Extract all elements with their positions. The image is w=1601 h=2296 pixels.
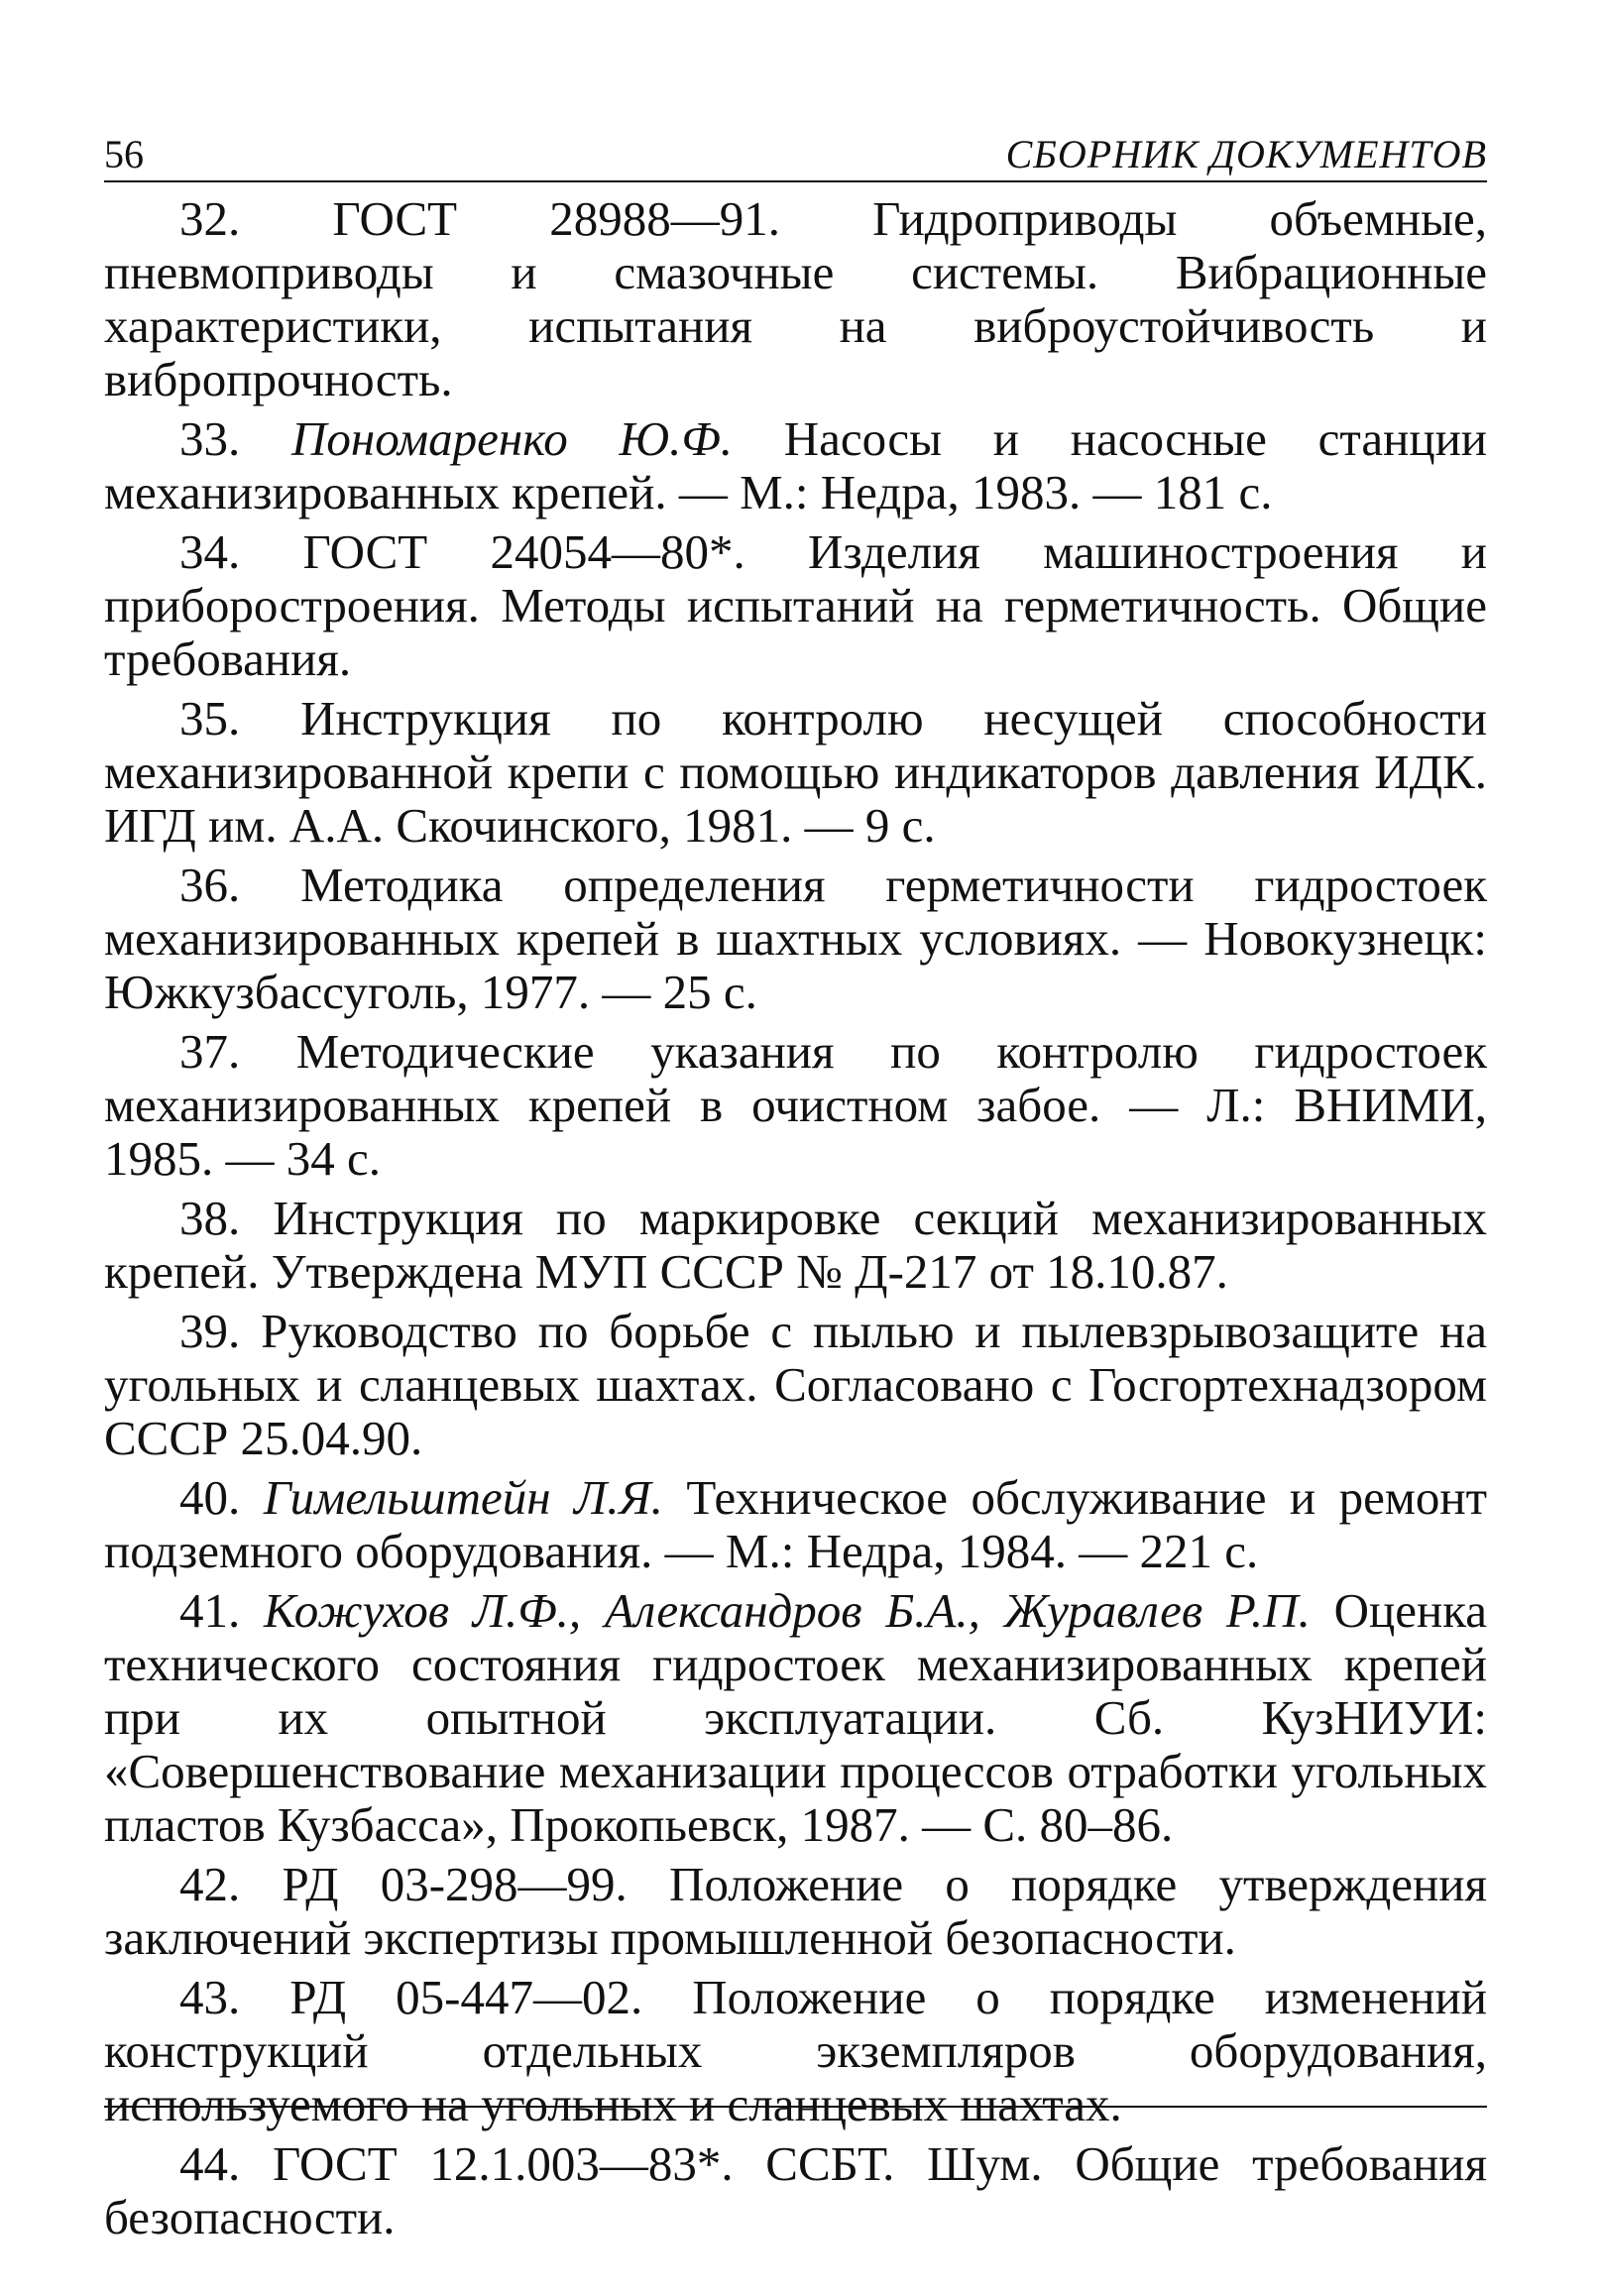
reference-item <box>104 192 1487 406</box>
reference-text: Инструкция по контролю несущей способности механизированной крепи с помощью индикаторов давления ИДК. ИГД им. А.А. Скочинского, 1981. — 9 с. <box>104 691 1487 853</box>
reference-item <box>104 859 1487 1019</box>
reference-item <box>104 525 1487 686</box>
reference-item <box>104 1025 1487 1186</box>
reference-number: 41. <box>179 1583 241 1638</box>
running-title: СБОРНИК ДОКУМЕНТОВ <box>1005 132 1487 176</box>
reference-item <box>104 1305 1487 1465</box>
reference-item <box>104 412 1487 519</box>
reference-text: Инструкция по маркировке секций механизированных крепей. Утверждена МУП СССР № Д-217 от 18.10.87. <box>104 1191 1487 1299</box>
reference-list <box>104 192 1487 2244</box>
reference-item <box>104 692 1487 853</box>
reference-item <box>104 1584 1487 1852</box>
reference-number: 33. <box>179 411 241 466</box>
reference-number: 32. <box>179 191 241 246</box>
reference-text: ГОСТ 24054—80*. Изделия машиностроения и приборостроения. Методы испытаний на герметичность. Общие требования. <box>104 524 1487 686</box>
reference-text: РД 03-298—99. Положение о порядке утверждения заключений экспертизы промышленной безопасности. <box>104 1857 1487 1965</box>
reference-text: Методические указания по контролю гидростоек механизированных крепей в очистном забое. — Л.: ВНИМИ, 1985. — 34 с. <box>104 1024 1487 1186</box>
reference-number: 43. <box>179 1970 241 2024</box>
reference-text: Руководство по борьбе с пылью и пылевзрывозащите на угольных и сланцевых шахтах. Согласовано с Госгортехнадзором СССР 25.04.90. <box>104 1304 1487 1465</box>
reference-item <box>104 2137 1487 2244</box>
reference-number: 44. <box>179 2136 241 2191</box>
reference-author: Гимельштейн Л.Я. <box>263 1470 663 1525</box>
reference-author: Кожухов Л.Ф., Александров Б.А., Журавлев Р.П. <box>264 1583 1311 1638</box>
reference-number: 38. <box>179 1191 241 1245</box>
reference-text: ГОСТ 12.1.003—83*. ССБТ. Шум. Общие требования безопасности. <box>104 2136 1487 2244</box>
reference-number: 35. <box>179 691 241 746</box>
reference-item <box>104 1192 1487 1299</box>
reference-text: Методика определения герметичности гидростоек механизированных крепей в шахтных условиях. — Новокузнецк: Южкузбассуголь, 1977. — 25 с. <box>104 858 1487 1019</box>
reference-text: Техническое обслуживание и ремонт подземного оборудования. — М.: Недра, 1984. — 221 с. <box>104 1470 1488 1578</box>
reference-text: Оценка технического состояния гидростоек механизированных крепей при их опытной эксплуатации. Сб. КузНИУИ: «Совершенствование механизации процессов отработки угольных пластов Кузбасса», Прокопьевск, 1987. — С. 80–86. <box>104 1583 1488 1852</box>
reference-text: РД 05-447—02. Положение о порядке изменений конструкций отдельных экземпляров оборудования, используемого на угольных и сланцевых шахтах. <box>104 1970 1487 2131</box>
reference-number: 36. <box>179 858 241 912</box>
reference-item <box>104 1858 1487 1965</box>
page-number: 56 <box>104 132 144 176</box>
reference-text: ГОСТ 28988—91. Гидроприводы объемные, пневмоприводы и смазочные системы. Вибрационные характеристики, испытания на виброустойчивость и вибропрочность. <box>104 191 1487 406</box>
reference-number: 42. <box>179 1857 241 1911</box>
reference-number: 37. <box>179 1024 241 1079</box>
reference-number: 40. <box>179 1470 241 1525</box>
reference-item <box>104 1471 1487 1578</box>
reference-number: 39. <box>179 1304 241 1358</box>
running-header <box>104 131 1487 182</box>
reference-author: Пономаренко Ю.Ф. <box>291 411 733 466</box>
book-page <box>104 131 1487 2250</box>
reference-text: Насосы и насосные станции механизированных крепей. — М.: Недра, 1983. — 181 с. <box>104 411 1488 519</box>
reference-number: 34. <box>179 524 241 579</box>
footer-divider <box>104 2106 1487 2108</box>
